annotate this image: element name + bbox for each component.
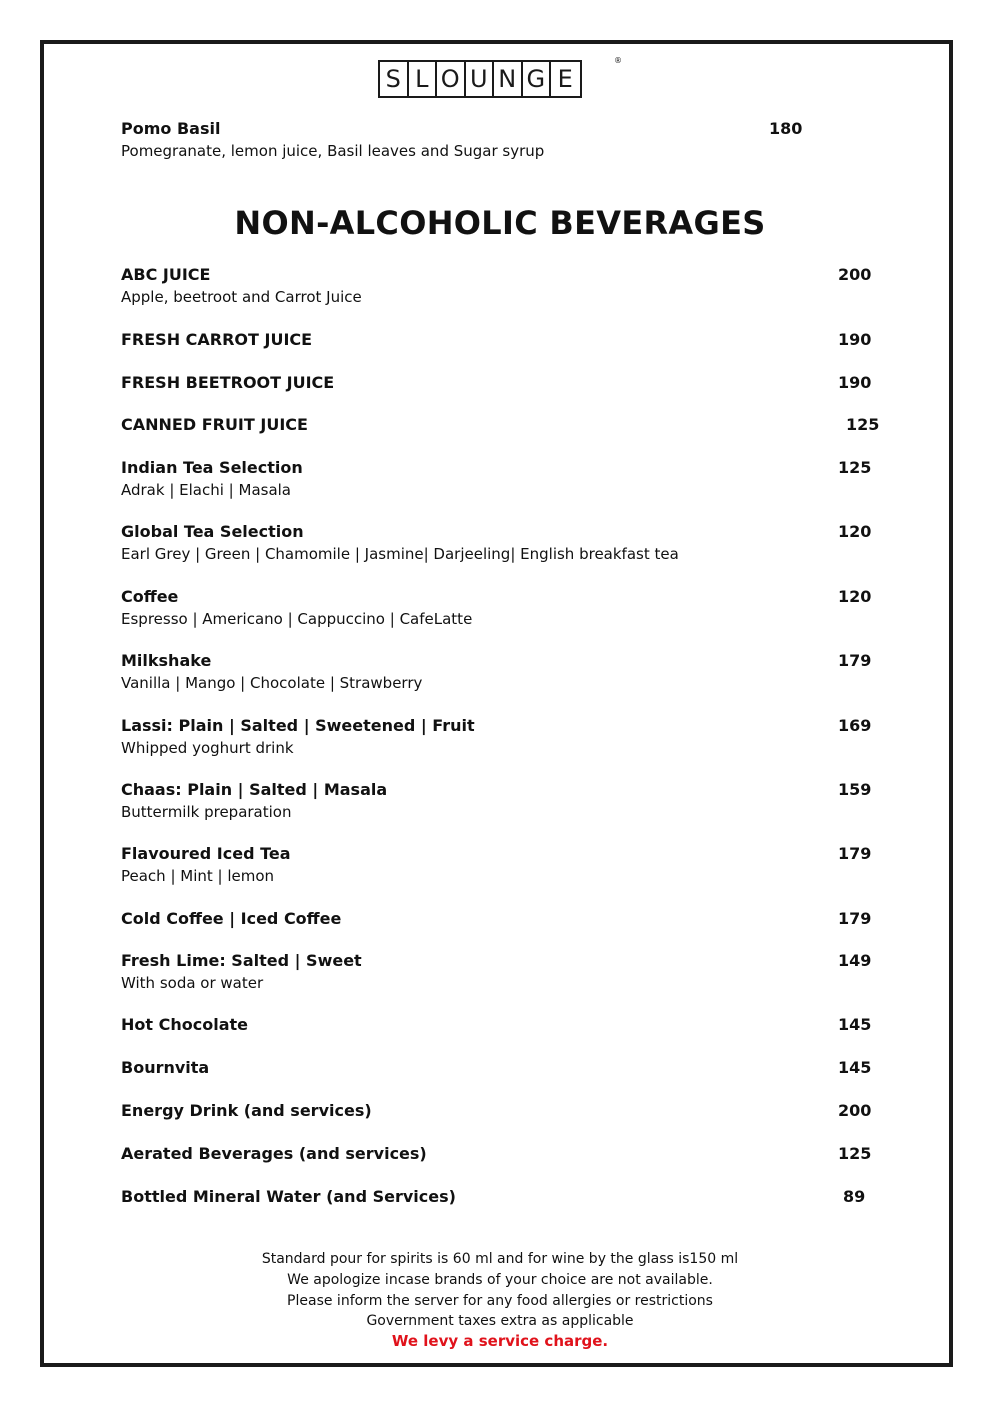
item-desc: Adrak | Elachi | Masala xyxy=(121,481,292,499)
footer-allergy-note: Please inform the server for any food allergies or restrictions xyxy=(287,1293,713,1309)
item-desc: Earl Grey | Green | Chamomile | Jasmine| Darjeeling| English breakfast tea xyxy=(121,545,679,563)
item-name: Global Tea Selection xyxy=(121,522,304,541)
item-name: FRESH CARROT JUICE xyxy=(121,330,313,349)
item-price: 120 xyxy=(838,522,872,541)
item-name: Milkshake xyxy=(121,651,212,670)
item-price: 190 xyxy=(838,373,872,392)
logo-letter: U xyxy=(466,62,495,96)
item-price: 125 xyxy=(838,1144,872,1163)
logo-letter: E xyxy=(557,65,573,93)
logo-letter: G xyxy=(523,62,552,96)
item-name: Lassi: Plain | Salted | Sweetened | Fruit xyxy=(121,716,475,735)
item-price: 145 xyxy=(838,1015,872,1034)
item-name: Bournvita xyxy=(121,1058,210,1077)
item-price-pomo-basil: 180 xyxy=(769,119,803,138)
item-desc: Peach | Mint | lemon xyxy=(121,867,275,885)
item-name: Cold Coffee | Iced Coffee xyxy=(121,909,342,928)
item-desc: Apple, beetroot and Carrot Juice xyxy=(121,288,362,306)
item-name: Hot Chocolate xyxy=(121,1015,248,1034)
item-name: Aerated Beverages (and services) xyxy=(121,1144,427,1163)
item-desc-pomo-basil: Pomegranate, lemon juice, Basil leaves and Sugar syrup xyxy=(121,142,545,160)
item-price: 149 xyxy=(838,951,872,970)
item-price: 120 xyxy=(838,587,872,606)
item-name: Bottled Mineral Water (and Services) xyxy=(121,1187,456,1206)
item-price: 200 xyxy=(838,265,872,284)
item-price: 125 xyxy=(838,458,872,477)
item-name: Chaas: Plain | Salted | Masala xyxy=(121,780,388,799)
logo-letter: S xyxy=(380,62,409,96)
item-name: CANNED FRUIT JUICE xyxy=(121,415,308,434)
item-name: FRESH BEETROOT JUICE xyxy=(121,373,335,392)
item-price: 179 xyxy=(838,909,872,928)
item-price: 169 xyxy=(838,716,872,735)
section-title: NON-ALCOHOLIC BEVERAGES xyxy=(234,204,766,242)
logo-letter: O xyxy=(437,62,466,96)
item-name: Indian Tea Selection xyxy=(121,458,303,477)
item-name: Fresh Lime: Salted | Sweet xyxy=(121,951,362,970)
item-price: 190 xyxy=(838,330,872,349)
footer-tax-note: Government taxes extra as applicable xyxy=(366,1313,634,1329)
item-name: Flavoured Iced Tea xyxy=(121,844,291,863)
registered-mark: ® xyxy=(614,56,622,65)
item-name: Coffee xyxy=(121,587,179,606)
item-price: 89 xyxy=(843,1187,866,1206)
item-name-pomo-basil: Pomo Basil xyxy=(121,119,221,138)
footer-brand-note: We apologize incase brands of your choice are not available. xyxy=(287,1272,713,1288)
footer-pour-note: Standard pour for spirits is 60 ml and for wine by the glass is150 ml xyxy=(261,1251,739,1267)
item-desc: With soda or water xyxy=(121,974,264,992)
item-price: 145 xyxy=(838,1058,872,1077)
item-price: 179 xyxy=(838,651,872,670)
item-price: 125 xyxy=(846,415,880,434)
item-price: 159 xyxy=(838,780,872,799)
slounge-logo xyxy=(378,60,582,98)
footer-service-charge: We levy a service charge. xyxy=(391,1332,609,1350)
item-desc: Vanilla | Mango | Chocolate | Strawberry xyxy=(121,674,423,692)
item-name: ABC JUICE xyxy=(121,265,211,284)
item-desc: Whipped yoghurt drink xyxy=(121,739,294,757)
item-price: 179 xyxy=(838,844,872,863)
logo-letter: L xyxy=(409,62,438,96)
item-name: Energy Drink (and services) xyxy=(121,1101,372,1120)
item-price: 200 xyxy=(838,1101,872,1120)
item-desc: Buttermilk preparation xyxy=(121,803,292,821)
item-desc: Espresso | Americano | Cappuccino | CafeLatte xyxy=(121,610,473,628)
logo-letter: N xyxy=(494,62,523,96)
